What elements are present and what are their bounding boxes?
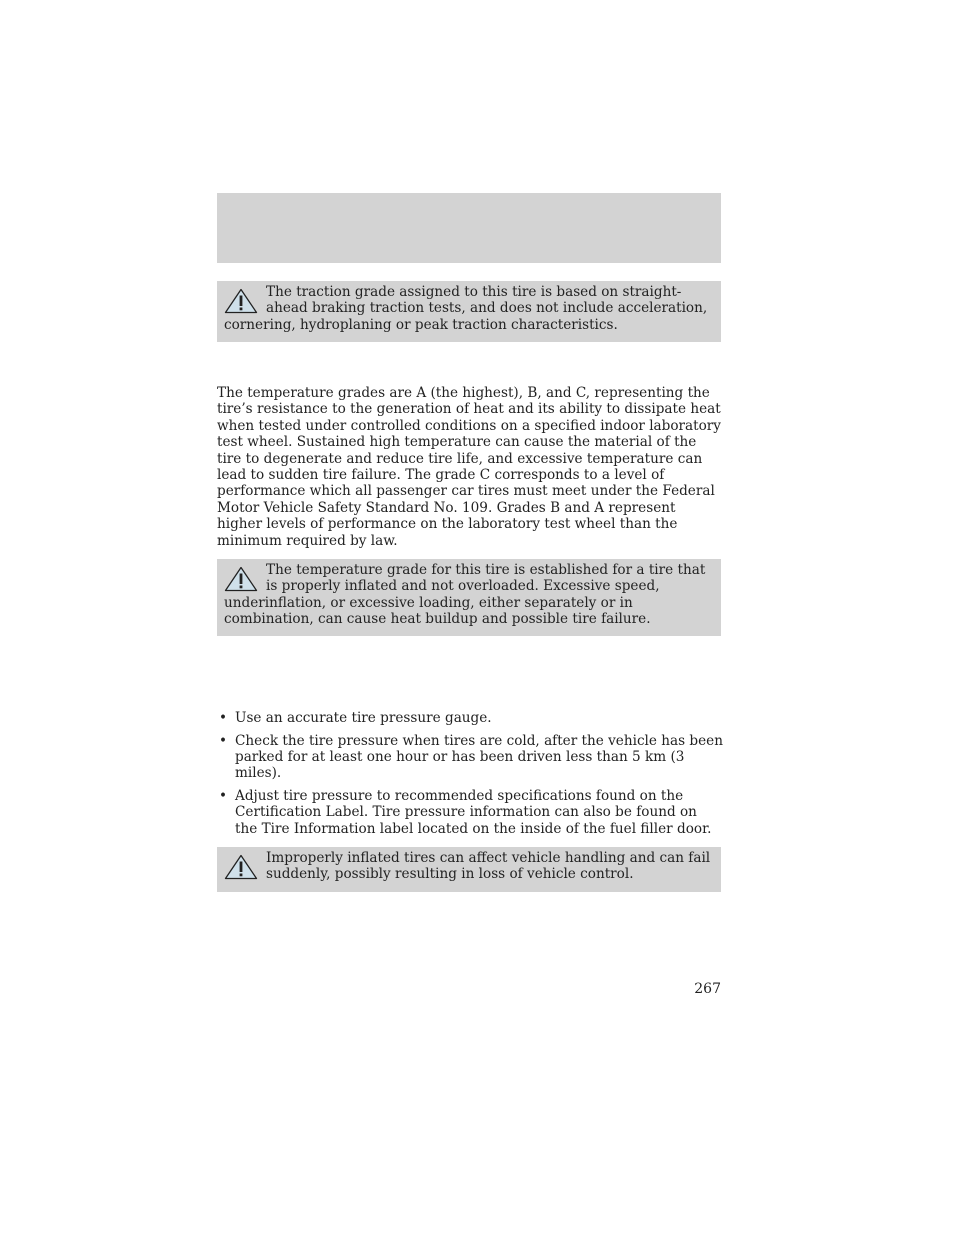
warning-text: The temperature grade for this tire is established for a tire that is properly inflated and not overloaded. Excessive speed, underinflation, or excessive loading, either separately or in combination, can cause heat buildup and possible tire failure. <box>224 562 706 628</box>
warning-text: Improperly inflated tires can affect vehicle handling and can fail suddenly, possibly resulting in loss of vehicle control. <box>266 850 711 883</box>
header-band <box>217 193 721 263</box>
list-item-text: Adjust tire pressure to recommended specifications found on the Certification Label. Tire pressure information can also be found on the Tire Information label located on the inside of the fuel filler door. <box>235 788 712 837</box>
warning-triangle-icon <box>224 288 258 314</box>
pressure-check-list <box>217 710 723 844</box>
list-item-text: Check the tire pressure when tires are cold, after the vehicle has been parked for at least one hour or has been driven less than 5 km (3 miles). <box>235 732 723 782</box>
warning-triangle-icon <box>224 566 258 592</box>
page-number: 267 <box>694 981 721 997</box>
list-item-text: Use an accurate tire pressure gauge. <box>235 710 492 726</box>
temperature-paragraph: The temperature grades are A (the highest), B, and C, representing the tire’s resistance to the generation of heat and its ability to dissipate heat when tested under controlled conditions on a specified indoor laboratory test wheel. Sustained high temperature can cause the material of the tire to degenerate and reduce tire life, and excessive temperature can lead to sudden tire failure. The grade C corresponds to a level of performance which all passenger car tires must meet under the Federal Motor Vehicle Safety Standard No. 109. Grades B and A represent higher levels of performance on the laboratory test wheel than the minimum required by law. <box>217 385 721 549</box>
warning-triangle-icon <box>224 854 258 880</box>
warning-box-temperature <box>217 559 721 636</box>
warning-box-traction <box>217 281 721 342</box>
list-item <box>217 710 723 726</box>
list-item <box>217 788 723 837</box>
bullet-icon: • <box>219 732 228 749</box>
bullet-icon: • <box>219 788 228 805</box>
bullet-icon: • <box>219 710 228 726</box>
warning-box-inflation <box>217 847 721 892</box>
list-item <box>217 733 723 782</box>
warning-text: The traction grade assigned to this tire is based on straight-ahead braking traction tests, and does not include acceleration, cornering, hydroplaning or peak traction characteristics. <box>224 284 708 333</box>
